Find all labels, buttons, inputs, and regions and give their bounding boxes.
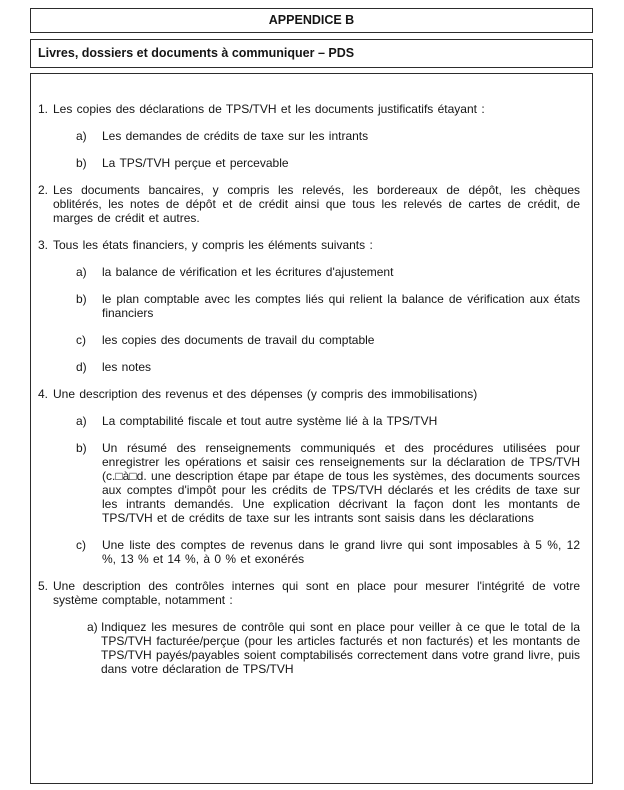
subitem-letter: a) <box>76 414 87 428</box>
page-title: APPENDICE B <box>268 13 355 27</box>
subitem-text: Les demandes de crédits de taxe sur les intrants <box>102 129 369 143</box>
list-item-2 <box>38 183 580 225</box>
item-number: 3. <box>38 238 49 252</box>
list-subitem-1b <box>76 156 580 170</box>
subitem-text: les notes <box>102 360 152 374</box>
item-text: Tous les états financiers, y compris les éléments suivants : <box>53 238 373 252</box>
item-text: Les copies des déclarations de TPS/TVH et les documents justificatifs étayant : <box>53 102 485 116</box>
subitem-letter: b) <box>76 156 87 170</box>
subitem-letter: a) <box>76 129 87 143</box>
subitem-letter: d) <box>76 360 87 374</box>
page-subtitle: Livres, dossiers et documents à communiquer – PDS <box>38 46 355 60</box>
subitem-text: Indiquez les mesures de contrôle qui sont en place pour veiller à ce que le total de la TPS/TVH facturée/perçue (pour les articles facturés et non facturés) et les montants de TPS/TVH payés/payables soient comptabilisés correctement dans votre grand livre, puis dans votre déclaration de TPS/TVH <box>101 620 580 676</box>
subtitle-box <box>30 39 593 68</box>
list-item-4 <box>38 387 580 401</box>
subitem-text: la balance de vérification et les écritures d'ajustement <box>102 265 394 279</box>
item-text: Les documents bancaires, y compris les relevés, les bordereaux de dépôt, les chèques oblitérés, les notes de dépôt et de crédit ainsi que tous les relevés de cartes de crédit, de marges de crédit et autres. <box>53 183 580 225</box>
list-item-5 <box>38 579 580 607</box>
list-item-1 <box>38 102 580 116</box>
subitem-letter: b) <box>76 441 87 455</box>
subitem-letter: a) <box>87 620 98 634</box>
subitem-letter: c) <box>76 538 86 552</box>
subitem-text: le plan comptable avec les comptes liés qui relient la balance de vérification aux états financiers <box>102 292 580 320</box>
list-subitem-4c <box>76 538 580 566</box>
item-number: 1. <box>38 102 49 116</box>
subitem-text: Une liste des comptes de revenus dans le grand livre qui sont imposables à 5 %, 12 %, 13 % et 14 %, à 0 % et exonérés <box>102 538 580 566</box>
subitem-text: Un résumé des renseignements communiqués et des procédures utilisées pour enregistrer les opérations et saisir ces renseignements sur la déclaration de TPS/TVH (c.□à□d. une description étape par étape de tous les systèmes, des documents sources aux comptes d'impôt pour les crédits de TPS/TVH déclarés et les crédits de taxe sur les intrants demandés. Une explication décrivant la façon dont les montants de TPS/TVH et de crédits de taxe sur les intrants sont saisis dans les déclarations <box>102 441 580 525</box>
list-subitem-5a <box>87 620 580 676</box>
item-number: 4. <box>38 387 49 401</box>
item-text: Une description des contrôles internes qui sont en place pour mesurer l'intégrité de votre système comptable, notamment : <box>53 579 580 607</box>
item-number: 2. <box>38 183 49 197</box>
subitem-letter: a) <box>76 265 87 279</box>
subitem-letter: c) <box>76 333 86 347</box>
subitem-text: La TPS/TVH perçue et percevable <box>102 156 289 170</box>
item-text: Une description des revenus et des dépenses (y compris des immobilisations) <box>53 387 478 401</box>
subitem-text: La comptabilité fiscale et tout autre système lié à la TPS/TVH <box>102 414 438 428</box>
list-subitem-3b <box>76 292 580 320</box>
list-subitem-3c <box>76 333 580 347</box>
content-box <box>30 73 593 784</box>
list-subitem-3d <box>76 360 580 374</box>
item-number: 5. <box>38 579 49 593</box>
list-subitem-3a <box>76 265 580 279</box>
list-subitem-4b <box>76 441 580 525</box>
list-item-3 <box>38 238 580 252</box>
title-box <box>30 8 593 33</box>
list-subitem-1a <box>76 129 580 143</box>
subitem-letter: b) <box>76 292 87 306</box>
list-subitem-4a <box>76 414 580 428</box>
subitem-text: les copies des documents de travail du comptable <box>102 333 375 347</box>
